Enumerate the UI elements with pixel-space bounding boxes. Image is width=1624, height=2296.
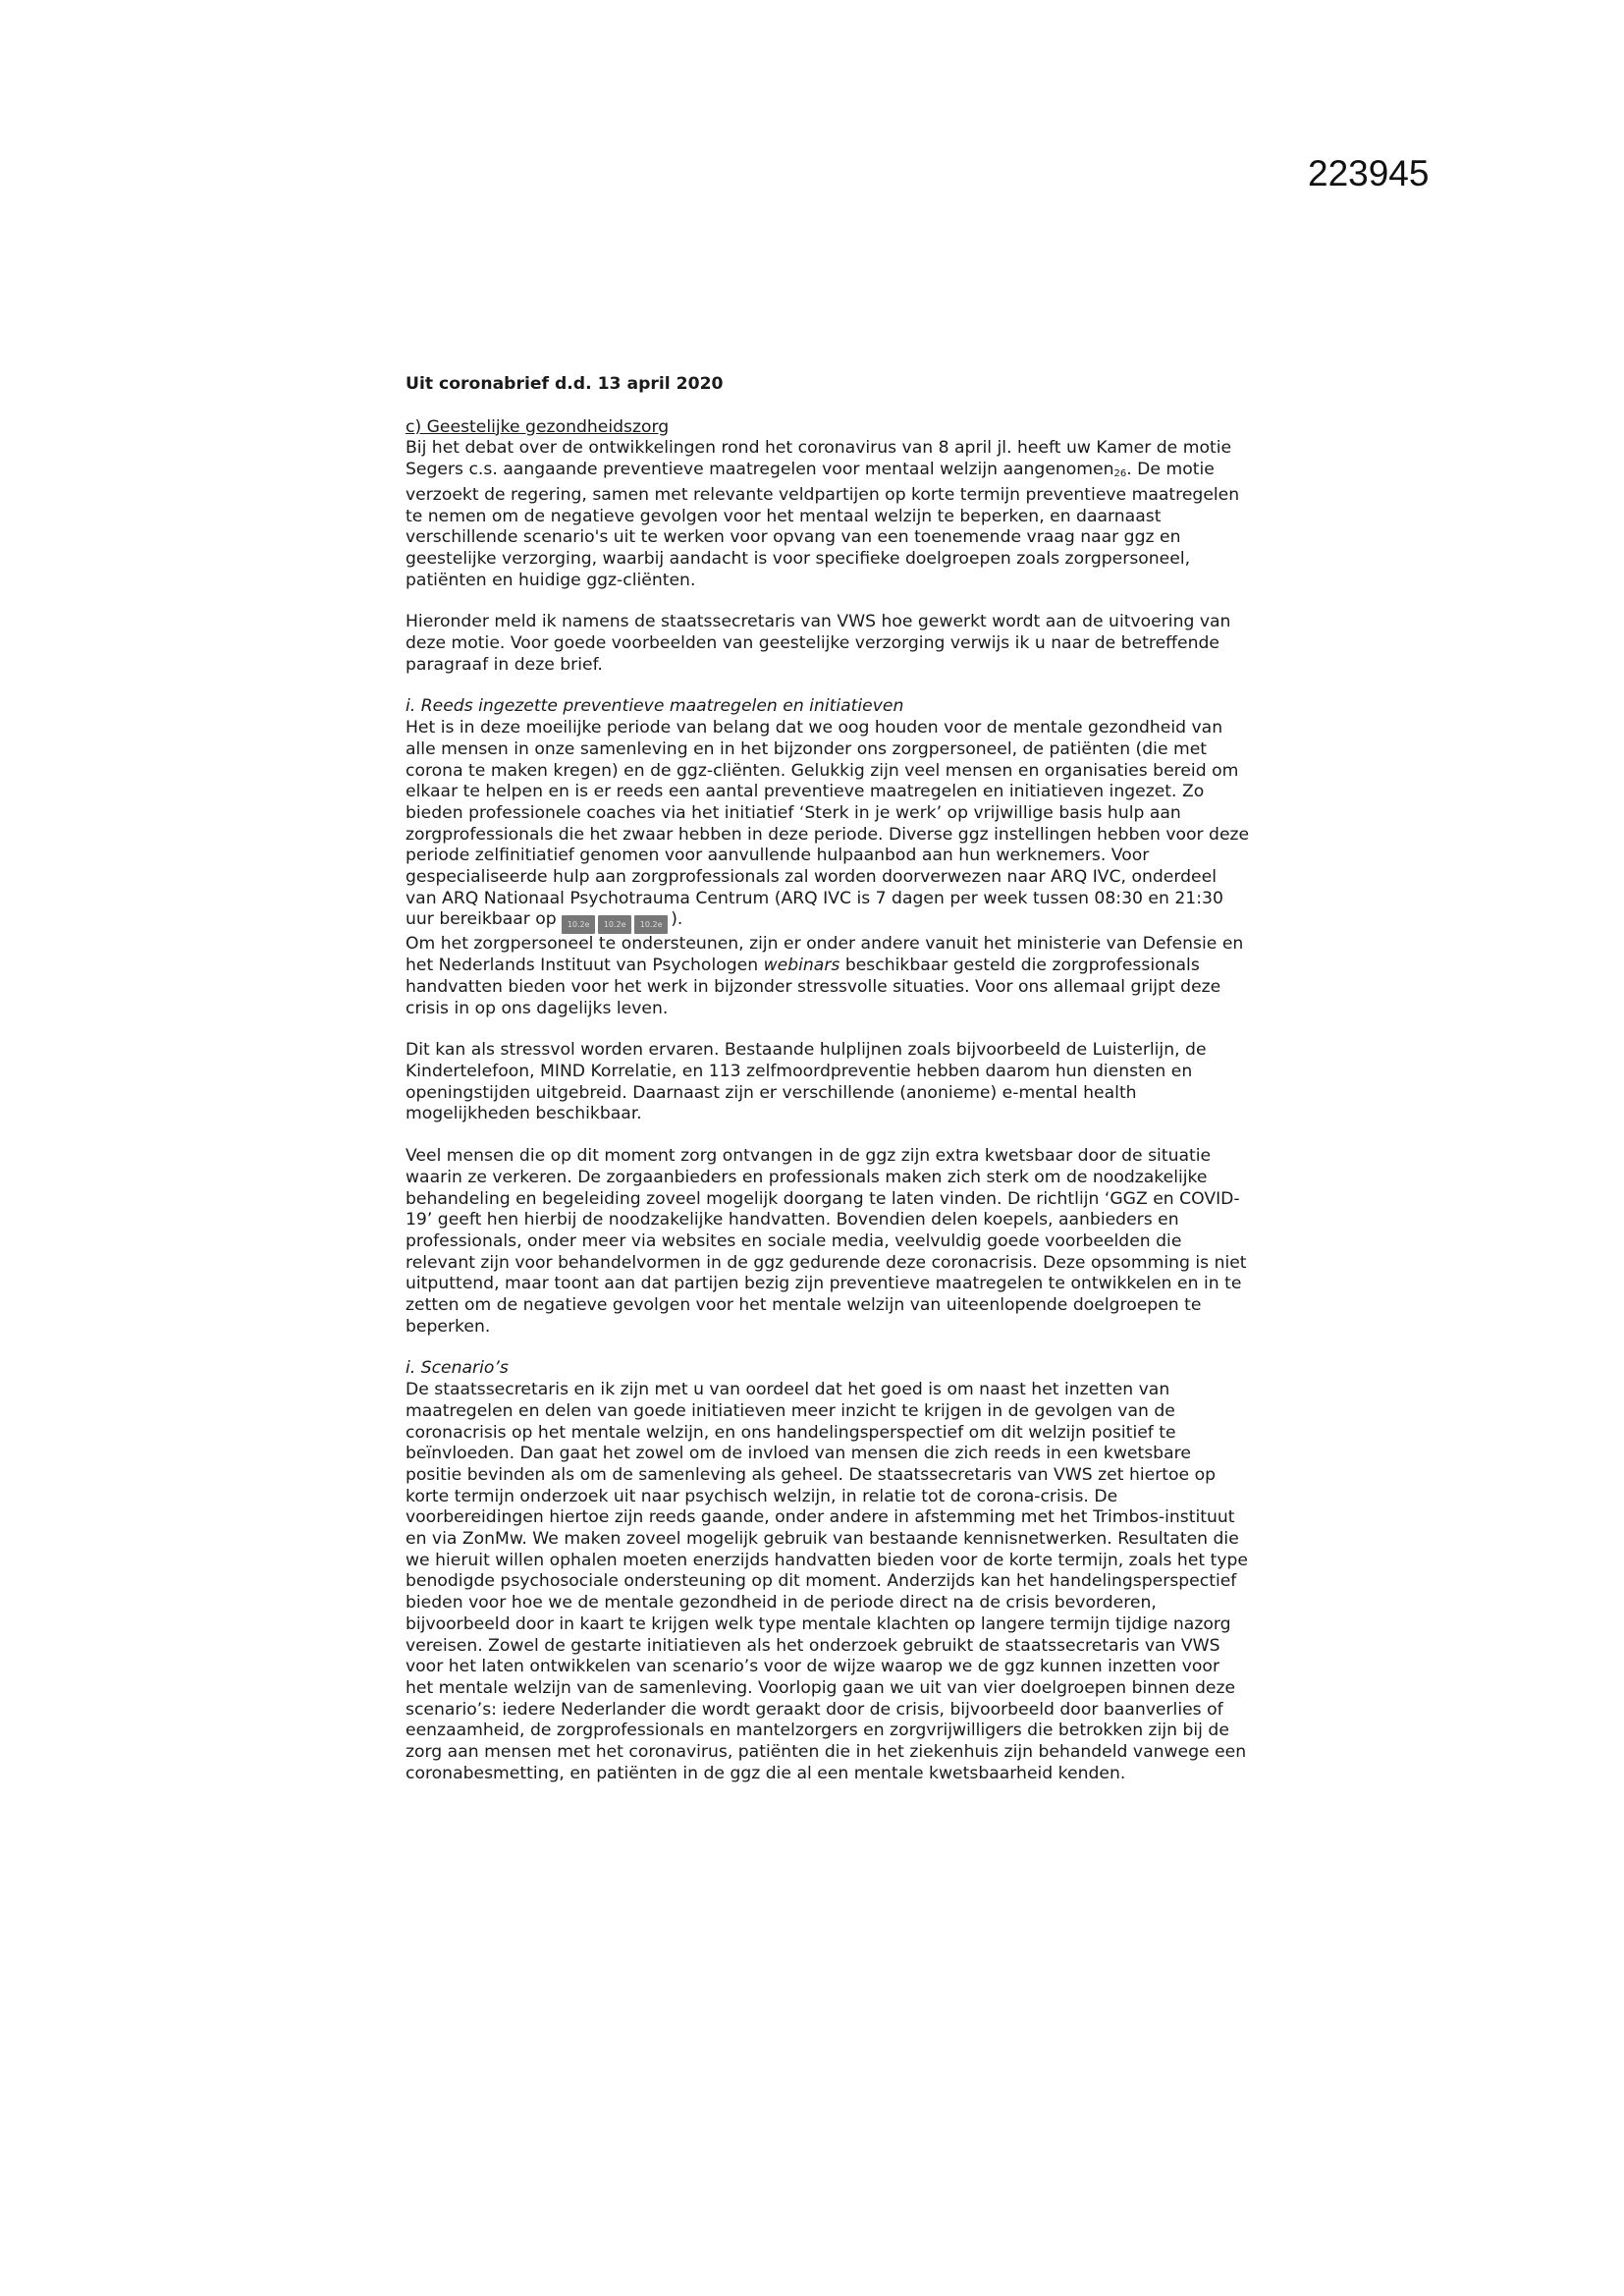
section-heading: i. Scenario’s xyxy=(406,1358,509,1379)
paragraph-text: Bij het debat over de ontwikkelingen rond het coronavirus van 8 april jl. heeft uw Kamer de motie Segers c.s. aangaande preventieve maatregelen voor mentaal welzijn aangenomen xyxy=(406,438,1232,480)
section-geestelijke-gezondheidszorg xyxy=(406,417,1250,677)
paragraph xyxy=(406,718,1250,934)
paragraph: Dit kan als stressvol worden ervaren. Bestaande hulplijnen zoals bijvoorbeeld de Luisterlijn, de Kindertelefoon, MIND Korrelatie, en 113 zelfmoordpreventie hebben daarom hun diensten en openingstijden uitgebreid. Daarnaast zijn er verschillende (anonieme) e-mental health mogelijkheden beschikbaar. xyxy=(406,1040,1207,1124)
page-number: 223945 xyxy=(1308,153,1430,193)
section-heading: i. Reeds ingezette preventieve maatregelen en initiatieven xyxy=(406,696,904,717)
paragraph: De staatssecretaris en ik zijn met u van oordeel dat het goed is om naast het inzetten van maatregelen en delen van goede initiatieven meer inzicht te krijgen in de gevolgen van de coronacrisis op het mentale welzijn, en ons handelingsperspectief om dit welzijn positief te beïnvloeden. Dan gaat het zowel om de invloed van mensen die zich reeds in een kwetsbare positie bevinden als om de samenleving als geheel. De staatssecretaris van VWS zet hiertoe op korte termijn onderzoek uit naar psychisch welzijn, in relatie tot de corona-crisis. De voorbereidingen hiertoe zijn reeds gaande, onder andere in afstemming met het Trimbos-instituut en via ZonMw. We maken zoveel mogelijk gebruik van bestaande kennisnetwerken. Resultaten die we hieruit willen ophalen moeten enerzijds handvatten bieden voor de korte termijn, zoals het type benodigde psychosociale ondersteuning op dit moment. Anderzijds kan het handelingsperspectief bieden voor hoe we de mentale gezondheid in de periode direct na de crisis bevorderen, bijvoorbeeld door in kaart te krijgen welk type mentale klachten op langere termijn tijdige nazorg vereisen. Zowel de gestarte initiatieven als het onderzoek gebruikt de staatssecretaris van VWS voor het laten ontwikkelen van scenario’s voor de wijze waarop we de ggz kunnen inzetten voor het mentale welzijn van de samenleving. Voorlopig gaan we uit van vier doelgroepen binnen deze scenario’s: iedere Nederlander die wordt geraakt door de crisis, bijvoorbeeld door baanverlies of eenzaamheid, de zorgprofessionals en mantelzorgers en zorgvrijwilligers die betrokken zijn bij de zorg aan mensen met het coronavirus, patiënten die in het ziekenhuis zijn behandeld vanwege een coronabesmetting, en patiënten in de ggz die al een mentale kwetsbaarheid kenden. xyxy=(406,1380,1248,1783)
paragraph xyxy=(406,934,1250,1019)
section-preventieve-maatregelen xyxy=(406,696,1250,1338)
redaction-box: 10.2e xyxy=(562,915,595,934)
footnote-marker: 26 xyxy=(1113,468,1127,480)
document-title: Uit coronabrief d.d. 13 april 2020 xyxy=(406,374,724,394)
section-scenarios xyxy=(406,1358,1250,1784)
document-body xyxy=(406,374,1250,1805)
paragraph-text: Om het zorgpersoneel te ondersteunen, zijn er onder andere vanuit het ministerie van Defensie en het Nederlands Instituut van Psychologen xyxy=(406,934,1244,976)
redaction-box: 10.2e xyxy=(634,915,668,934)
paragraph: Hieronder meld ik namens de staatssecretaris van VWS hoe gewerkt wordt aan de uitvoering van deze motie. Voor goede voorbeelden van geestelijke verzorging verwijs ik u naar de betreffende paragraaf in deze brief. xyxy=(406,612,1231,675)
emphasis-text: webinars xyxy=(763,956,840,976)
paragraph-text: ). xyxy=(671,909,683,930)
paragraph: Veel mensen die op dit moment zorg ontvangen in de ggz zijn extra kwetsbaar door de situatie waarin ze verkeren. De zorgaanbieders en professionals maken zich sterk om de noodzakelijke behandeling en begeleiding zoveel mogelijk doorgang te laten vinden. De richtlijn ‘GGZ en COVID-19’ geeft hen hierbij de noodzakelijke handvatten. Bovendien delen koepels, aanbieders en professionals, onder meer via websites en sociale media, veelvuldig goede voorbeelden die relevant zijn voor behandelvormen in de ggz gedurende deze coronacrisis. Deze opsomming is niet uitputtend, maar toont aan dat partijen bezig zijn preventieve maatregelen te ontwikkelen en in te zetten om de negatieve gevolgen voor het mentale welzijn van uiteenlopende doelgroepen te beperken. xyxy=(406,1146,1247,1337)
redaction-box: 10.2e xyxy=(598,915,631,934)
paragraph-text: Het is in deze moeilijke periode van belang dat we oog houden voor de mentale gezondheid van alle mensen in onze samenleving en in het bijzonder ons zorgpersoneel, de patiënten (die met corona te maken kregen) en de ggz-cliënten. Gelukkig zijn veel mensen en organisaties bereid om elkaar te helpen en is er reeds een aantal preventieve maatregelen en initiatieven ingezet. Zo bieden professionele coaches via het initiatief ‘Sterk in je werk’ op vrijwillige basis hulp aan zorgprofessionals die het zwaar hebben in deze periode. Diverse ggz instellingen hebben voor deze periode zelfinitiatief genomen voor aanvullende hulpaanbod aan hun werknemers. Voor gespecialiseerde hulp aan zorgprofessionals zal worden doorverwezen naar ARQ IVC, onderdeel van ARQ Nationaal Psychotrauma Centrum (ARQ IVC is 7 dagen per week tussen 08:30 en 21:30 uur bereikbaar op xyxy=(406,718,1250,930)
paragraph-text: beschikbaar gesteld die zorgprofessionals handvatten bieden voor het werk in bijzonder stressvolle situaties. Voor ons allemaal grijpt deze crisis in op ons dagelijks leven. xyxy=(406,956,1221,1018)
paragraph xyxy=(406,438,1250,591)
section-heading: c) Geestelijke gezondheidszorg xyxy=(406,416,670,437)
paragraph-text: . De motie verzoekt de regering, samen met relevante veldpartijen op korte termijn preventieve maatregelen te nemen om de negatieve gevolgen voor het mentaal welzijn te beperken, en daarnaast verschillende scenario's uit te werken voor opvang van een toenemende vraag naar ggz en geestelijke verzorging, waarbij aandacht is voor specifieke doelgroepen zoals zorgpersoneel, patiënten en huidige ggz-cliënten. xyxy=(406,460,1240,590)
